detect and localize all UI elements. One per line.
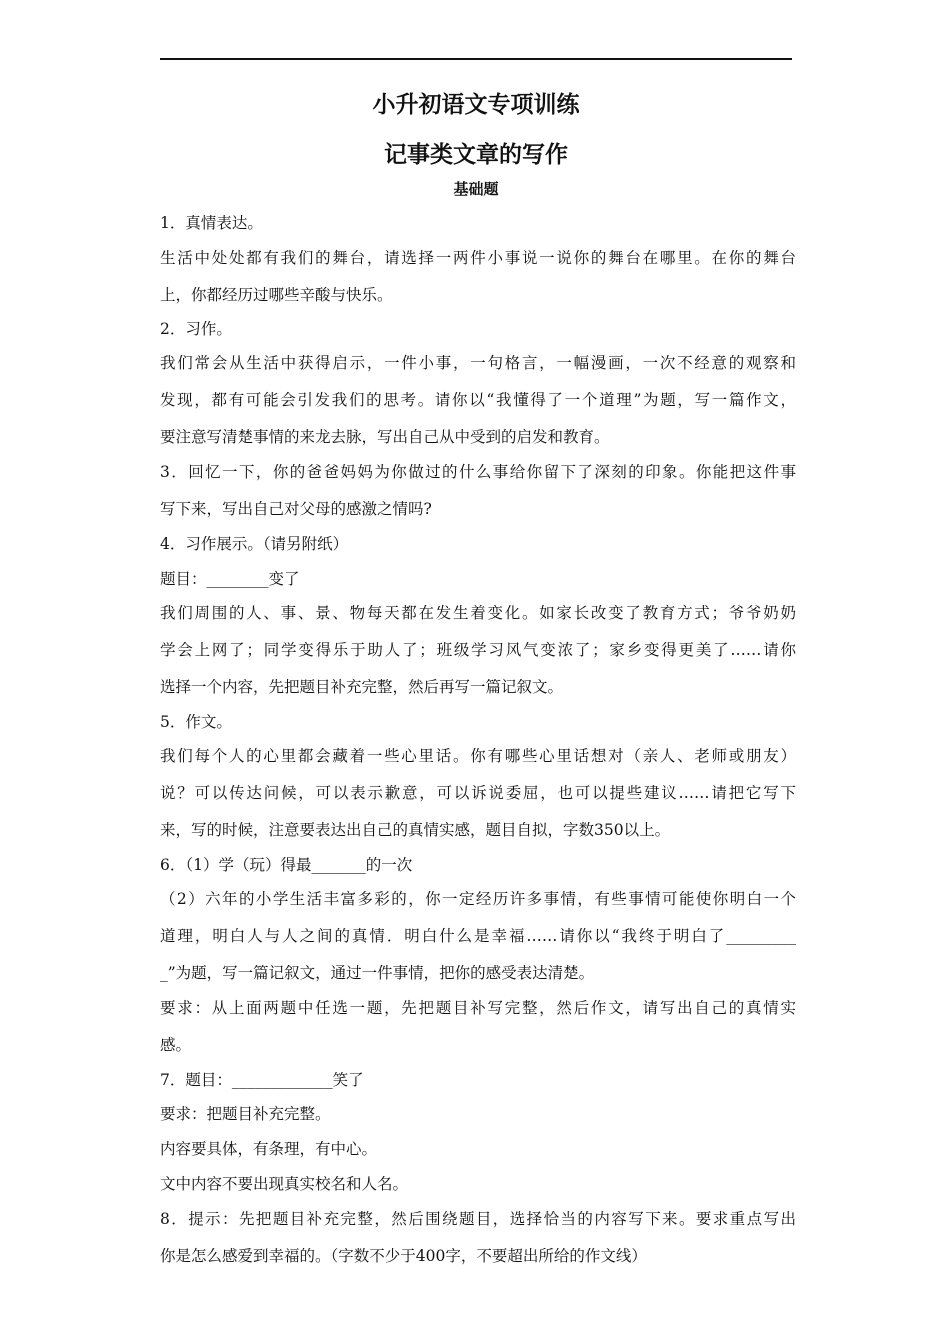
text-line: 要求：从上面两题中任选一题，先把题目补写完整，然后作文，请写出自己的真情实 xyxy=(160,999,796,1017)
text-line: 题目：________变了 xyxy=(160,570,300,588)
text-line: 学会上网了；同学变得乐于助人了；班级学习风气变浓了；家乡变得更美了……请你 xyxy=(160,641,796,659)
text-line: 4．习作展示。（请另附纸） xyxy=(160,535,349,553)
page-subtitle: 记事类文章的写作 xyxy=(384,142,568,168)
text-line: 写下来，写出自己对父母的感激之情吗? xyxy=(160,500,432,518)
text-line: 感。 xyxy=(160,1036,192,1054)
text-line: 生活中处处都有我们的舞台，请选择一两件小事说一说你的舞台在哪里。在你的舞台 xyxy=(160,249,796,267)
text-line: 来，写的时候，注意要表达出自己的真情实感，题目自拟，字数350以上。 xyxy=(160,821,671,839)
text-line: 7．题目：_____________笑了 xyxy=(160,1071,364,1089)
text-line: 我们常会从生活中获得启示，一件小事，一句格言，一幅漫画，一次不经意的观察和 xyxy=(160,354,796,372)
text-line: 6．（1）学（玩）得最_______的一次 xyxy=(160,856,413,874)
text-line: 我们周围的人、事、景、物每天都在发生着变化。如家长改变了教育方式；爷爷奶奶 xyxy=(160,604,796,622)
text-line: 3．回忆一下，你的爸爸妈妈为你做过的什么事给你留下了深刻的印象。你能把这件事 xyxy=(160,463,796,481)
text-line: 8．提示：先把题目补充完整，然后围绕题目，选择恰当的内容写下来。要求重点写出 xyxy=(160,1210,796,1228)
header-rule xyxy=(160,58,792,60)
text-line: 发现，都有可能会引发我们的思考。请你以“我懂得了一个道理”为题，写一篇作文， xyxy=(160,391,796,409)
text-line: 你是怎么感爱到幸福的。（字数不少于400字，不要超出所给的作文线） xyxy=(160,1247,647,1265)
text-line: （2）六年的小学生活丰富多彩的，你一定经历许多事情，有些事情可能使你明白一个 xyxy=(160,890,796,908)
text-line: 要注意写清楚事情的来龙去脉，写出自己从中受到的启发和教育。 xyxy=(160,428,610,446)
section-heading: 基础题 xyxy=(453,180,499,198)
text-line: 上，你都经历过哪些辛酸与快乐。 xyxy=(160,286,393,304)
text-line: 要求：把题目补充完整。 xyxy=(160,1105,331,1123)
text-line: 文中内容不要出现真实校名和人名。 xyxy=(160,1175,409,1193)
text-line: 5．作文。 xyxy=(160,713,232,731)
text-line: 内容要具体，有条理，有中心。 xyxy=(160,1140,378,1158)
text-line: 道理，明白人与人之间的真情．明白什么是幸福……请你以“我终于明白了_________ xyxy=(160,927,796,945)
text-line: 说？可以传达问候，可以表示歉意，可以诉说委屈，也可以提些建议……请把它写下 xyxy=(160,784,796,802)
text-line: 选择一个内容，先把题目补充完整，然后再写一篇记叙文。 xyxy=(160,678,564,696)
text-line: 2．习作。 xyxy=(160,320,232,338)
page-title: 小升初语文专项训练 xyxy=(372,92,580,118)
text-line: _”为题，写一篇记叙文，通过一件事情，把你的感受表达清楚。 xyxy=(160,964,595,982)
text-line: 我们每个人的心里都会藏着一些心里话。你有哪些心里话想对（亲人、老师或朋友） xyxy=(160,747,796,765)
text-line: 1．真情表达。 xyxy=(160,214,263,232)
